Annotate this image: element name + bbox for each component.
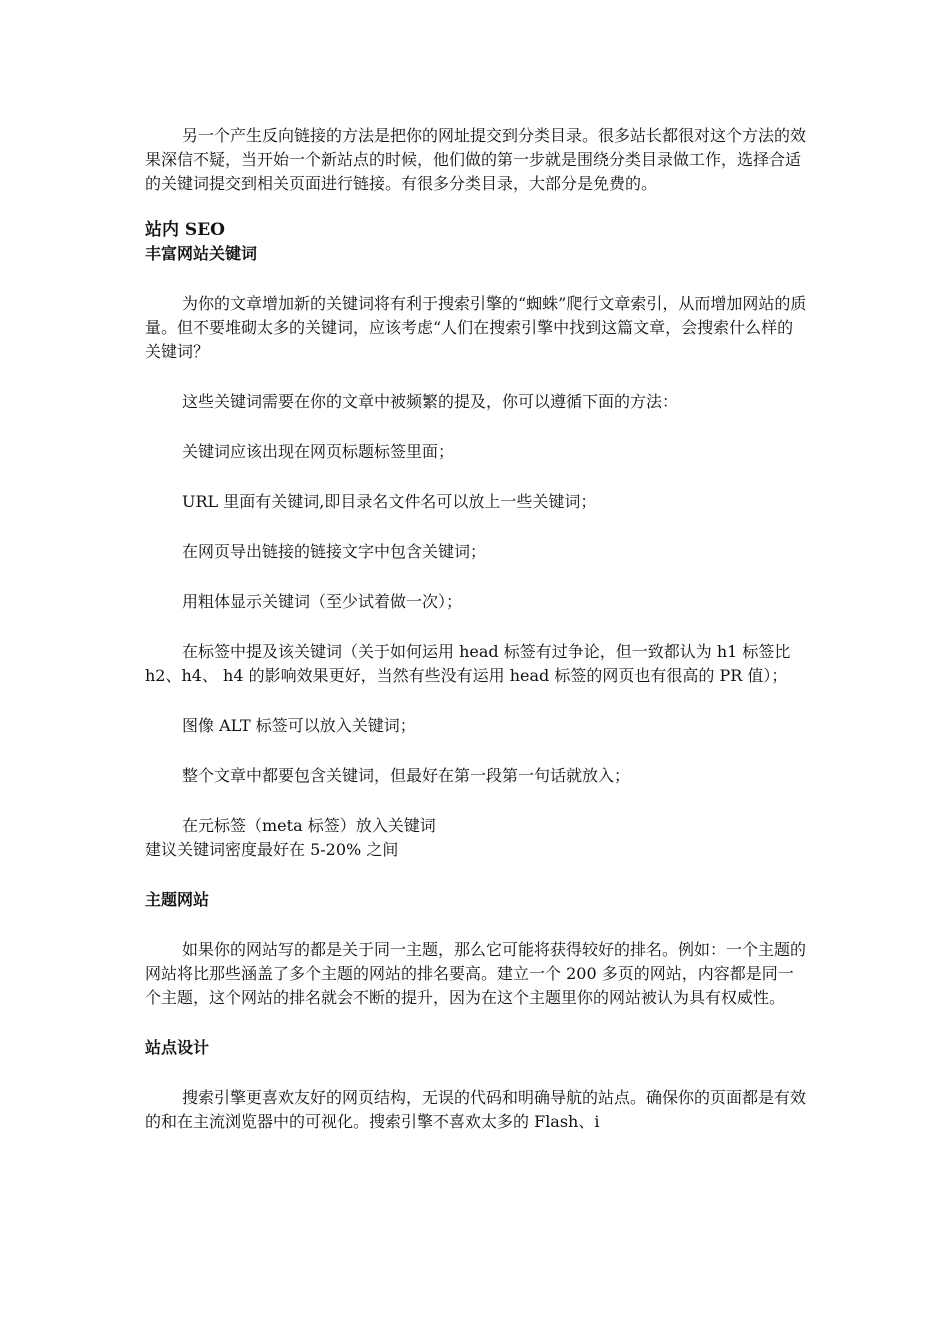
list-item: 整个文章中都要包含关键词，但最好在第一段第一句话就放入；	[182, 766, 631, 785]
list-item: 关键词应该出现在网页标题标签里面；	[182, 442, 455, 461]
document-body	[145, 124, 807, 1134]
list-item-meta: 在元标签（meta 标签）放入关键词	[182, 816, 436, 835]
paragraph-keywords: 为你的文章增加新的关键词将有利于搜索引擎的“蜘蛛”爬行文章索引，从而增加网站的质量。但不要堆砌太多的关键词，应该考虑“人们在搜索引擎中找到这篇文章，会搜索什么样的关键词？	[145, 294, 807, 361]
list-item: 在网页导出链接的链接文字中包含关键词；	[182, 542, 487, 561]
paragraph-methods: 这些关键词需要在你的文章中被频繁的提及，你可以遵循下面的方法：	[182, 392, 679, 411]
paragraph-theme: 如果你的网站写的都是关于同一主题，那么它可能将获得较好的排名。例如：一个主题的网站将比那些涵盖了多个主题的网站的排名要高。建立一个 200 多页的网站，内容都是同一个主题，这个网站的排名就会不断的提升，因为在这个主题里你的网站被认为具有权威性。	[145, 940, 807, 1007]
list-item: 用粗体显示关键词（至少试着做一次）；	[182, 592, 463, 611]
list-item: URL 里面有关键词,即目录名文件名可以放上一些关键词；	[182, 492, 597, 511]
list-item: 在标签中提及该关键词（关于如何运用 head 标签有过争论，但一致都认为 h1 标签比 h2、h4、 h4 的影响效果更好，当然有些没有运用 head 标签的网页也有很高的 PR 值）；	[145, 642, 791, 685]
heading-site-design: 站点设计	[145, 1038, 210, 1057]
line-density: 建议关键词密度最好在 5-20% 之间	[145, 840, 399, 859]
heading-theme-site: 主题网站	[145, 890, 210, 909]
heading-onsite-seo: 站内 SEO	[145, 220, 225, 240]
list-item: 图像 ALT 标签可以放入关键词；	[182, 716, 416, 735]
paragraph-design: 搜索引擎更喜欢友好的网页结构，无误的代码和明确导航的站点。确保你的页面都是有效的和在主流浏览器中的可视化。搜索引擎不喜欢太多的 Flash、i	[145, 1088, 807, 1131]
paragraph-intro: 另一个产生反向链接的方法是把你的网址提交到分类目录。很多站长都很对这个方法的效果深信不疑，当开始一个新站点的时候，他们做的第一步就是围绕分类目录做工作，选择合适的关键词提交到相关页面进行链接。有很多分类目录，大部分是免费的。	[145, 126, 807, 193]
heading-keywords: 丰富网站关键词	[145, 244, 258, 263]
